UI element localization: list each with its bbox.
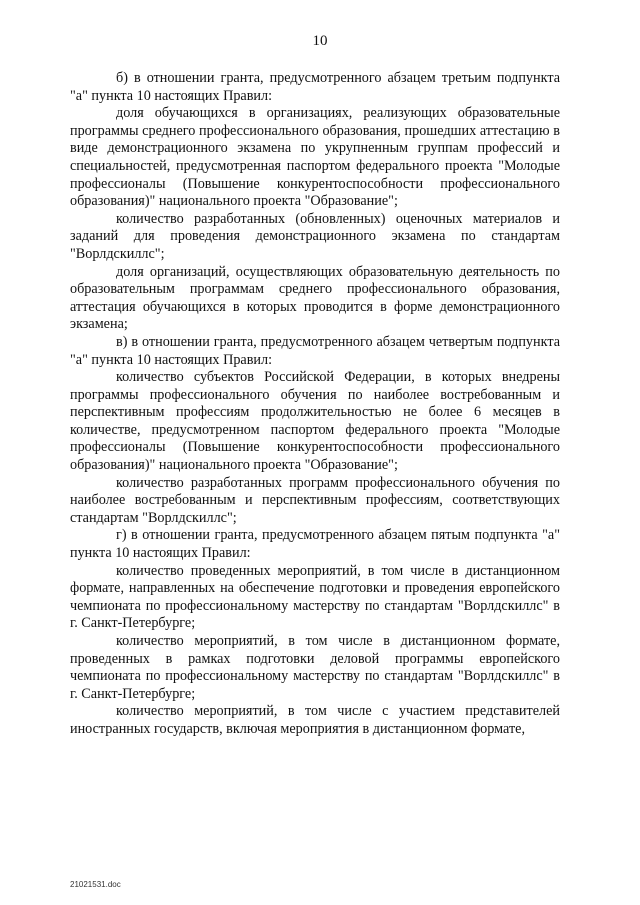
paragraph: доля организаций, осуществляющих образовательную деятельность по образовательным программам среднего профессионального образования, аттестация обучающихся в которых проводится в форме демонстрационного экзамена; xyxy=(70,263,560,333)
page-number: 10 xyxy=(312,33,328,49)
paragraph-b-heading: б) в отношении гранта, предусмотренного абзацем третьим подпункта "а" пункта 10 настоящих Правил: xyxy=(70,70,560,104)
paragraph: количество мероприятий, в том числе в дистанционном формате, проведенных в рамках подготовки деловой программы европейского чемпионата по профессиональному мастерству по стандартам "Ворлдскиллс" в г. Санкт-Петербурге; xyxy=(70,633,560,702)
paragraph: количество разработанных программ профессионального обучения по наиболее востребованным и перспективным профессиям, соответствующих стандартам "Ворлдскиллс"; xyxy=(70,474,560,526)
paragraph: количество мероприятий, в том числе с участием представителей иностранных государств, включая мероприятия в дистанционном формате, xyxy=(70,703,560,737)
paragraph: количество разработанных (обновленных) оценочных материалов и заданий для проведения демонстрационного экзамена по стандартам "Ворлдскиллс"; xyxy=(70,210,560,262)
paragraph-g-heading: г) в отношении гранта, предусмотренного абзацем пятым подпункта "а" пункта 10 настоящих Правил: xyxy=(70,527,560,562)
paragraph: количество субъектов Российской Федерации, в которых внедрены программы профессионального обучения по наиболее востребованным и перспективным профессиям продолжительностью не более 6 месяцев в количестве, предусмотренном паспортом федерального проекта "Молодые профессионалы (Повышение конкурентоспособности профессионального образования)" национального проекта "Образование"; xyxy=(70,369,560,474)
paragraph-v-heading: в) в отношении гранта, предусмотренного абзацем четвертым подпункта "а" пункта 10 настоящих Правил: xyxy=(70,333,560,368)
paragraph: количество проведенных мероприятий, в том числе в дистанционном формате, направленных на обеспечение подготовки и проведения европейского чемпионата по профессиональному мастерству по стандартам "Ворлдскиллс" в г. Санкт-Петербурге; xyxy=(70,562,560,632)
document-file-id: 21021531.doc xyxy=(70,880,121,889)
paragraph: доля обучающихся в организациях, реализующих образовательные программы среднего профессионального образования, прошедших аттестацию в виде демонстрационного экзамена по укрупненным группам профессий и специальностей, предусмотренная паспортом федерального проекта "Молодые профессионалы (Повышение конкурентоспособности профессионального образования)" национального проекта "Образование"; xyxy=(70,105,560,210)
document-body xyxy=(70,70,560,739)
